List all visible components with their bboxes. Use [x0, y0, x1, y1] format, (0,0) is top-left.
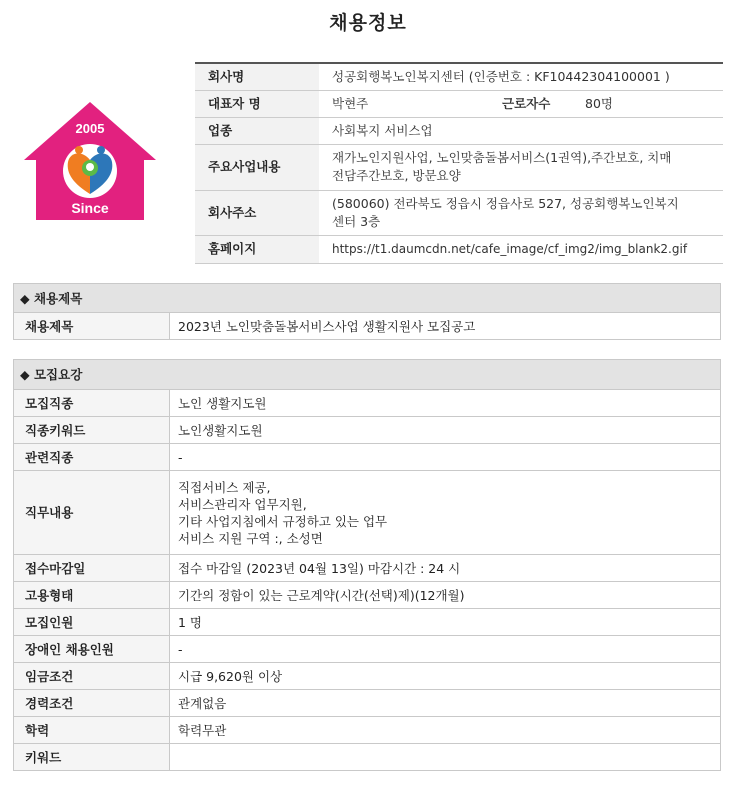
- company-info-table: [195, 62, 723, 264]
- requirement-label: 학력: [14, 717, 170, 744]
- company-name-label: 회사명: [195, 63, 319, 90]
- requirement-row: [14, 663, 721, 690]
- requirement-value: 시급 9,620원 이상: [170, 663, 721, 690]
- industry-value: 사회복지 서비스업: [319, 117, 723, 144]
- requirement-row: [14, 690, 721, 717]
- employees-value: 80명: [572, 90, 723, 117]
- requirement-row: [14, 717, 721, 744]
- company-row-homepage: [195, 235, 723, 263]
- requirement-row: [14, 744, 721, 771]
- address-line: (580060) 전라북도 정읍시 정읍사로 527, 성공회행복노인복지: [332, 195, 679, 211]
- requirement-row: [14, 390, 721, 417]
- recruit-title-section: [13, 283, 721, 340]
- company-logo: [22, 100, 158, 222]
- business-line: 전담주간보호, 방문요양: [332, 168, 461, 183]
- requirement-label: 경력조건: [14, 690, 170, 717]
- business-label: 주요사업내용: [195, 144, 319, 190]
- logo-since: Since: [71, 200, 109, 216]
- company-name-value: 성공회행복노인복지센터 (인증번호 : KF10442304100001 ): [319, 63, 723, 90]
- ceo-label: 대표자 명: [195, 90, 319, 117]
- requirement-value: [170, 744, 721, 771]
- requirement-value: -: [170, 636, 721, 663]
- requirement-value: 노인 생활지도원: [170, 390, 721, 417]
- requirements-section: [13, 359, 721, 771]
- requirement-label: 고용형태: [14, 582, 170, 609]
- duty-line: 서비스관리자 업무지원,: [178, 496, 307, 512]
- business-line: 재가노인지원사업, 노인맞춤돌봄서비스(1권역),주간보호, 치매: [332, 150, 672, 165]
- requirements-header: ◆ 모집요강: [14, 360, 721, 390]
- company-row-business: [195, 144, 723, 190]
- homepage-label: 홈페이지: [195, 235, 319, 263]
- requirement-value: [170, 471, 721, 555]
- requirement-value: 학력무관: [170, 717, 721, 744]
- requirement-row: [14, 609, 721, 636]
- requirement-value: 노인생활지도원: [170, 417, 721, 444]
- company-row-address: [195, 190, 723, 235]
- requirement-value: 기간의 정함이 있는 근로계약(시간(선택)제)(12개월): [170, 582, 721, 609]
- requirement-row: [14, 417, 721, 444]
- requirement-row: [14, 555, 721, 582]
- ceo-value: 박현주: [319, 90, 490, 117]
- company-row-name: [195, 63, 723, 90]
- requirement-label: 모집직종: [14, 390, 170, 417]
- requirement-value: 관계없음: [170, 690, 721, 717]
- company-row-ceo: [195, 90, 723, 117]
- requirement-label: 모집인원: [14, 609, 170, 636]
- requirement-value: 1 명: [170, 609, 721, 636]
- employees-label: 근로자수: [490, 90, 572, 117]
- requirement-value: 접수 마감일 (2023년 04월 13일) 마감시간 : 24 시: [170, 555, 721, 582]
- address-value: [319, 190, 723, 235]
- requirement-label: 임금조건: [14, 663, 170, 690]
- address-label: 회사주소: [195, 190, 319, 235]
- requirement-label: 직무내용: [14, 471, 170, 555]
- address-line: 센터 3층: [332, 213, 381, 229]
- logo-year: 2005: [75, 121, 105, 136]
- recruit-title-header: ◆ 채용제목: [14, 284, 721, 313]
- requirement-label: 직종키워드: [14, 417, 170, 444]
- duty-line: 기타 사업지침에서 규정하고 있는 업무: [178, 513, 388, 529]
- homepage-link[interactable]: https://t1.daumcdn.net/cafe_image/cf_img2/img_blank2.gif: [319, 235, 723, 263]
- requirement-label: 접수마감일: [14, 555, 170, 582]
- business-value: [319, 144, 723, 190]
- page-title: 채용정보: [329, 12, 407, 34]
- industry-label: 업종: [195, 117, 319, 144]
- requirement-label: 장애인 채용인원: [14, 636, 170, 663]
- requirement-row: [14, 636, 721, 663]
- requirement-row: [14, 582, 721, 609]
- duty-line: 서비스 지원 구역 :, 소성면: [178, 530, 323, 546]
- recruit-title-label: 채용제목: [14, 313, 170, 340]
- recruit-title-value: 2023년 노인맞춤돌봄서비스사업 생활지원사 모집공고: [170, 313, 721, 340]
- duty-line: 직접서비스 제공,: [178, 479, 271, 495]
- company-row-industry: [195, 117, 723, 144]
- requirement-value: -: [170, 444, 721, 471]
- requirement-label: 관련직종: [14, 444, 170, 471]
- requirement-row: [14, 471, 721, 555]
- requirement-row: [14, 444, 721, 471]
- requirement-label: 키워드: [14, 744, 170, 771]
